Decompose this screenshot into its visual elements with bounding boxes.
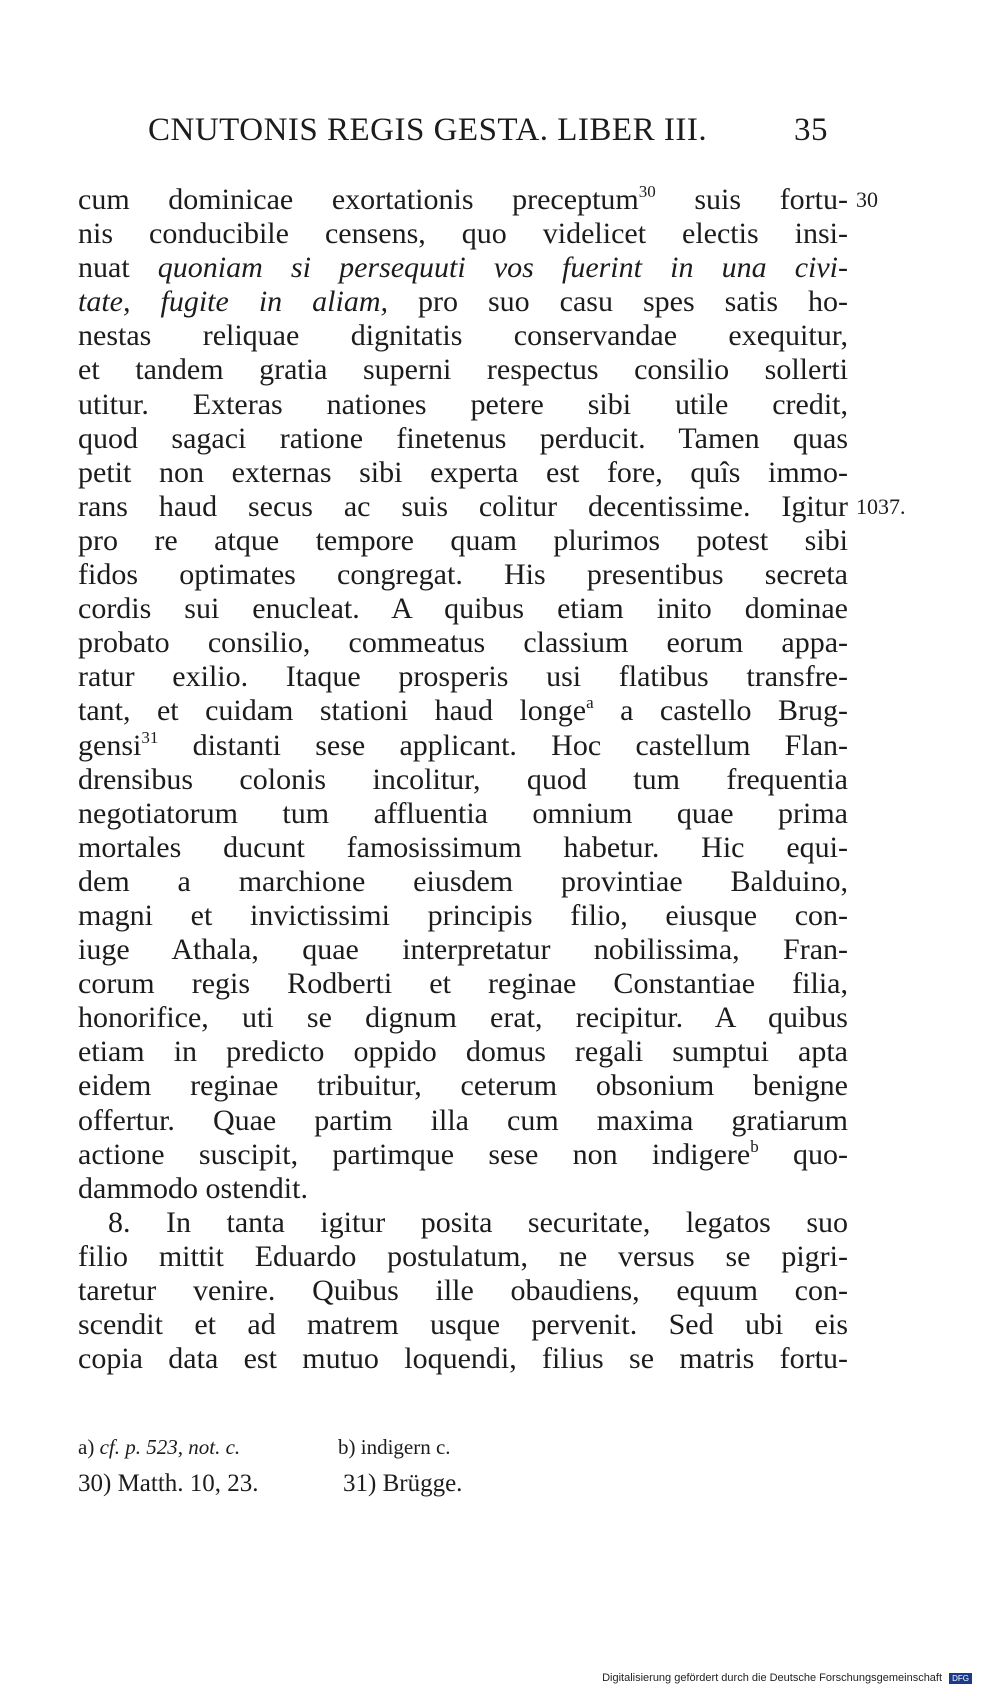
text-line: gensi$^{31}$ distanti sese applicant. Hoc castellum Flan- <box>78 727 848 762</box>
text-line: drensibus colonis incolitur, quod tum frequentia <box>78 762 848 796</box>
text-line: rans haud secus ac suis colitur decentissime. Igitur 1037. <box>78 489 906 523</box>
text-line: tate, fugite in aliam, pro suo casu spes satis ho- <box>78 285 848 319</box>
text-line: cum dominicae exortationis preceptum$^{30}$ suis fortu- 30 <box>78 182 878 216</box>
footnote-b: b) indigern c. <box>338 1435 451 1459</box>
text-line: copia data est mutuo loquendi, filius se matris fortu- <box>78 1342 848 1376</box>
text-line: taretur venire. Quibus ille obaudiens, equum con- <box>78 1274 848 1307</box>
text-line: magni et invictissimi principis filio, eiusque con- <box>78 898 848 932</box>
footnote-31: 31) Brügge. <box>343 1470 463 1497</box>
footnote-row-apparatus <box>78 1430 578 1464</box>
text-line: corum regis Rodberti et reginae Constantiae filia, <box>78 967 848 1001</box>
running-header <box>148 112 828 149</box>
running-title: CNUTONIS REGIS GESTA. LIBER III. <box>148 112 708 148</box>
margin-note: 1037. <box>856 493 906 519</box>
note-reference: 30 <box>638 182 656 201</box>
note-reference: a <box>586 693 594 713</box>
text-line: filio mittit Eduardo postulatum, ne versus se pigri- <box>78 1239 848 1273</box>
footnote-row-numbered <box>78 1464 578 1504</box>
text-line: eidem reginae tribuitur, ceterum obsonium benigne <box>78 1069 848 1103</box>
margin-note: 30 <box>856 187 878 212</box>
text-line: scendit et ad matrem usque pervenit. Sed ubi eis <box>78 1308 848 1342</box>
text-line: nis conducibile censens, quo videlicet electis insi- <box>78 217 848 251</box>
text-line: pro re atque tempore quam plurimos potest sibi <box>78 523 848 557</box>
text-line: cordis sui enucleat. A quibus etiam inito dominae <box>78 592 848 626</box>
text-line: ratur exilio. Itaque prosperis usi flatibus transfre- <box>78 660 848 694</box>
main-text <box>78 182 906 1376</box>
digitization-credit: Digitalisierung gefördert durch die Deutsche Forschungsgemeinschaft DFG <box>602 1672 972 1684</box>
note-reference: 31 <box>141 727 159 747</box>
text-line: nestas reliquae dignitatis conservandae exequitur, <box>78 319 848 353</box>
text-line: etiam in predicto oppido domus regali sumptui apta <box>78 1035 848 1069</box>
text-line: tant, et cuidam stationi haud longe$^a$ a castello Brug- <box>78 693 849 728</box>
text-line: probato consilio, commeatus classium eorum appa- <box>78 626 848 660</box>
text-line: utitur. Exteras nationes petere sibi utile credit, <box>78 387 848 421</box>
text-line: quod sagaci ratione finetenus perducit. Tamen quas <box>78 421 848 455</box>
note-reference: b <box>750 1136 759 1156</box>
text-line: iuge Athala, quae interpretatur nobilissima, Fran- <box>78 933 848 967</box>
text-line: nuat quoniam si persequuti vos fuerint in una civi- <box>78 251 848 285</box>
text-line: et tandem gratia superni respectus consilio sollerti <box>78 353 848 387</box>
text-line: 8. In tanta igitur posita securitate, legatos suo <box>108 1205 848 1239</box>
footnotes <box>78 1430 578 1504</box>
footnote-a: a) cf. p. 523, not. c. <box>78 1435 241 1459</box>
text-line: dammodo ostendit. <box>78 1171 308 1205</box>
text-line: actione suscipit, partimque sese non indigere$^b$ quo- <box>78 1136 848 1171</box>
text-line: negotiatorum tum affluentia omnium quae prima <box>78 796 848 830</box>
text-line: petit non externas sibi experta est fore, quîs immo- <box>78 455 848 489</box>
text-line: dem a marchione eiusdem provintiae Balduino, <box>78 864 848 898</box>
text-line: mortales ducunt famosissimum habetur. Hic equi- <box>78 830 848 864</box>
footnote-30: 30) Matth. 10, 23. <box>78 1470 259 1497</box>
text-line: fidos optimates congregat. His presentibus secreta <box>78 558 848 592</box>
text-line: offertur. Quae partim illa cum maxima gratiarum <box>78 1103 848 1137</box>
dfg-logo-icon: DFG <box>949 1673 972 1684</box>
text-line: honorifice, uti se dignum erat, recipitur. A quibus <box>78 1001 848 1035</box>
page-number: 35 <box>794 112 828 148</box>
